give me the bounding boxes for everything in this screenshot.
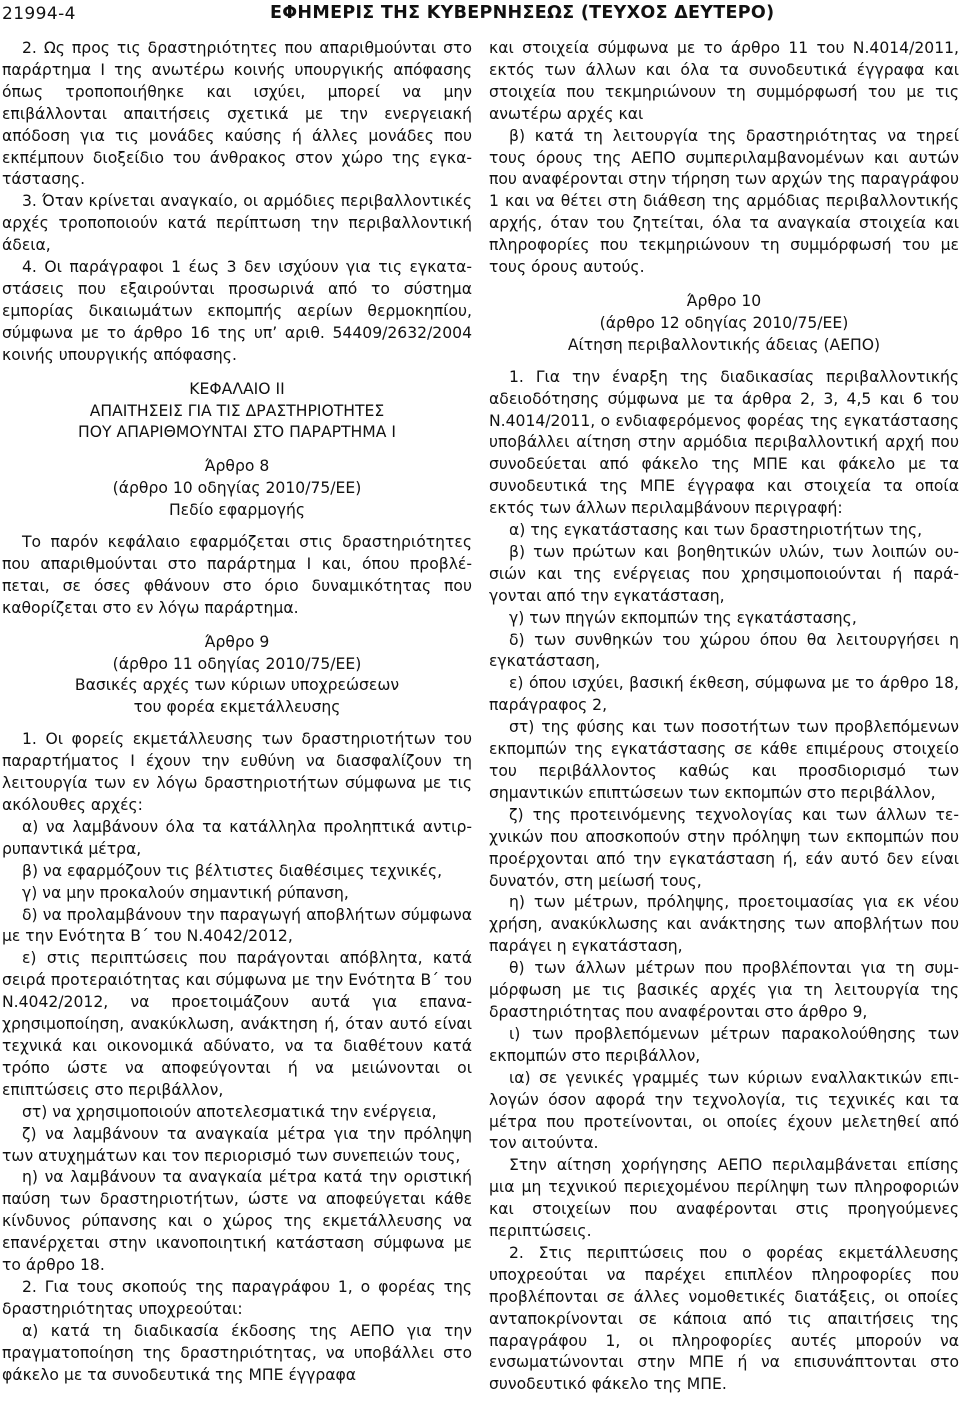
list-item: η) να λαμβάνουν τα αναγκαία μέτρα κατά την οριστική παύση των δραστηριοτήτων, ώστε να αποφεύγεται κάθε κίνδυνος ρύπανσης και ο χώρος της εκμετάλλευσης να επανέρχεται στην ικανοποιητική κατάσταση σύμφωνα με το άρθρο 18. — [2, 1168, 472, 1275]
list-item: ε) στις περιπτώσεις που παράγονται απόβλητα, κατά σειρά προτεραιότητας και σύμφωνα με την Ενότητα Β΄ του Ν.4042/2012, να προετοιμάζουν αυτά για επαναχρησιμοποίηση, ανακύκλωση, ανάκτηση ή, όταν αυτό είναι τεχνικά και οικονομικά αδύνατο, να τα διαθέτουν κατά τρόπο ώστε να αποφεύγονται ή να μειώνονται οι επιπτώσεις στο περιβάλλον, — [2, 949, 472, 1099]
list-item: β) να εφαρμόζουν τις βέλτιστες διαθέσιμες τεχνικές, — [22, 861, 443, 880]
paragraph: 2. Στις περιπτώσεις που ο φορέας εκμετάλλευσης υποχρεούται να παρέχει επιπλέον πληροφορίες που προβλέπονται σε άλλες νομοθετικές διατάξεις, οι οποίες ανταποκρίνονται σε κάποια από τις απαιτήσεις της παραγράφου 1, οι πληροφορίες αυτές μπορούν να ενσωματώνονται στην ΜΠΕ ή να επισυνάπτονται στο συνοδευτικό φάκελο της ΜΠΕ. — [489, 1243, 959, 1394]
article-title: Άρθρο 8 — [204, 457, 270, 476]
article-reference: (άρθρο 12 οδηγίας 2010/75/ΕΕ) — [599, 313, 849, 332]
article-reference: (άρθρο 10 οδηγίας 2010/75/ΕΕ) — [112, 479, 362, 498]
paragraph: Στην αίτηση χορήγησης ΑΕΠΟ περιλαμβάνεται επίσης μια μη τεχνικού περιεχομένου περίληψη των πληροφοριών και στοιχείων που αναφέρονται στις προηγούμενες περιπτώσεις. — [489, 1156, 959, 1241]
list-item: β) κατά τη λειτουργία της δραστηριότητας να τηρεί τους όρους της ΑΕΠΟ συμπεριλαμβανομένων και αυτών που αναφέρονται στην τήρηση των αρχών της παραγράφου 1 και να θέτει στη διάθεση της αρμόδιας περιβαλλοντικής αρχής, όταν του ζητείται, όλα τα αναγκαία στοιχεία και πληροφορίες που τεκμηριώνουν τη συμμόρφωσή του με τους όρους αυτούς. — [489, 126, 959, 277]
article-title: Άρθρο 9 — [204, 632, 270, 651]
article-name: του φορέα εκμετάλλευσης — [133, 698, 341, 717]
paragraph: 3. Όταν κρίνεται αναγκαίο, οι αρμόδιες περιβαλλοντικές αρχές τροποποιούν κατά περίπτωση την περιβαλλοντική άδεια, — [2, 192, 472, 255]
chapter-heading: ΚΕΦΑΛΑΙΟ ΙΙ — [189, 379, 285, 398]
paragraph: 1. Για την έναρξη της διαδικασίας περιβαλλοντικής αδειοδότησης σύμφωνα με τα άρθρα 2, 3, 4,5 και 6 του Ν.4014/2011, ο ενδιαφερόμενος φορέας της εγκατάστασης υποβάλλει αίτηση στην αρμόδια περιβαλλοντική αρχή που συνοδεύεται από φάκελο της ΜΠΕ και φάκελο με τα συνοδευτικά της ΜΠΕ έγγραφα και στοιχεία τα οποία εκτός των άλλων περιλαμβάνουν περιγραφή: — [489, 367, 959, 518]
right-column — [489, 38, 959, 1396]
list-item: θ) των άλλων μέτρων που προβλέπονται για τη συμμόρφωση με τις βασικές αρχές για τη λειτουργία της δραστηριότητας που αναφέρονται στο άρθρο 9, — [489, 959, 959, 1021]
list-item: ζ) της προτεινόμενης τεχνολογίας και των άλλων τεχνικών που αποσκοπούν στην πρόληψη των εκπομπών που προέρχονται από την εγκατάσταση ή, εάν αυτό δεν είναι δυνατόν, στη μείωσή τους, — [489, 805, 959, 890]
list-item: α) κατά τη διαδικασία έκδοσης της ΑΕΠΟ για την πραγματοποίηση της δραστηριότητας, να υποβάλλει στο φάκελο με τα συνοδευτικά της ΜΠΕ έγγραφα — [2, 1321, 472, 1384]
article-name: Πεδίο εφαρμογής — [168, 501, 306, 520]
chapter-title: ΑΠΑΙΤΗΣΕΙΣ ΓΙΑ ΤΙΣ ΔΡΑΣΤΗΡΙΟΤΗΤΕΣ — [89, 401, 385, 420]
paragraph: 2. Για τους σκοπούς της παραγράφου 1, ο φορέας της δραστηριότητας υποχρεούται: — [2, 1277, 472, 1318]
page-number: 21994-4 — [2, 4, 76, 24]
list-item: στ) να χρησιμοποιούν αποτελεσματικά την ενέργεια, — [22, 1102, 437, 1121]
paragraph: Το παρόν κεφάλαιο εφαρμόζεται στις δραστηριότητες που απαριθμούνται στο παράρτημα Ι και, όπου προβλέπεται, σε όσες φθάνουν στο όριο δυναμικότητας που καθορίζεται στο εν λόγω παράρτημα. — [2, 533, 472, 617]
list-item: ε) όπου ισχύει, βασική έκθεση, σύμφωνα με το άρθρο 18, παράγραφος 2, — [489, 674, 959, 715]
list-item: γ) των πηγών εκπομπών της εγκατάστασης, — [509, 608, 857, 627]
list-item: α) της εγκατάστασης και των δραστηριοτήτων της, — [509, 521, 923, 540]
page-header — [0, 0, 960, 40]
paragraph: 4. Οι παράγραφοι 1 έως 3 δεν ισχύουν για τις εγκαταστάσεις που εξαιρούνται προσωρινά από το σύστημα εμπορίας δικαιωμάτων εκπομπής αερίων θερμοκηπίου, σύμφωνα με το άρθρο 16 της υπ’ αριθ. 54409/2632/2004 κοινής υπουργικής απόφασης. — [2, 258, 472, 364]
list-item: β) των πρώτων και βοηθητικών υλών, των λοιπών ουσιών και της ενέργειας που χρησιμοποιούνται ή παράγονται από την εγκατάσταση, — [489, 542, 959, 605]
article-name: Βασικές αρχές των κύριων υποχρεώσεων — [74, 676, 400, 695]
paragraph: 2. Ως προς τις δραστηριότητες που απαριθμούνται στο παράρτημα Ι της ανωτέρω κοινής υπουργικής απόφασης όπως τροποποιήθηκε και ισχύει, μπορεί να μην επιβάλλονται απαιτήσεις σχετικά με την ενεργειακή απόδοση για τις μονάδες καύσης ή άλλες μονάδες που εκπέμπουν διοξείδιο του άνθρακος στον χώρο της εγκατάστασης. — [2, 39, 472, 189]
list-item: στ) της φύσης και των ποσοτήτων των προβλεπόμενων εκπομπών της εγκατάστασης σε κάθε επιμέρους στοιχείο του περιβάλλοντος καθώς και προσδιορισμό των σημαντικών επιπτώσεων των εκπομπών στο περιβάλλον, — [489, 718, 959, 802]
list-item: ι) των προβλεπόμενων μέτρων παρακολούθησης των εκπομπών στο περιβάλλον, — [489, 1024, 959, 1065]
article-title: Άρθρο 10 — [686, 291, 762, 310]
list-item: δ) να προλαμβάνουν την παραγωγή αποβλήτων σύμφωνα με την Ενότητα Β΄ του Ν.4042/2012, — [2, 905, 472, 946]
list-item: δ) των συνθηκών του χώρου όπου θα λειτουργήσει η εγκατάσταση, — [489, 630, 959, 671]
list-item: ια) σε γενικές γραμμές των κύριων εναλλακτικών επιλογών όσον αφορά την τεχνολογία, τις τεχνικές και τα μέτρα που προτείνονται, οι οποίες έχουν μελετηθεί από τον αιτούντα. — [489, 1068, 959, 1153]
paragraph: 1. Οι φορείς εκμετάλλευσης των δραστηριοτήτων του παραρτήματος Ι έχουν την ευθύνη να διασφαλίζουν τη λειτουργία των εν λόγω δραστηριοτήτων σύμφωνα με τις ακόλουθες αρχές: — [2, 730, 472, 814]
list-item: α) να λαμβάνουν όλα τα κατάλληλα προληπτικά αντιρρυπαντικά μέτρα, — [2, 817, 472, 858]
chapter-title: ΠΟΥ ΑΠΑΡΙΘΜΟΥΝΤΑΙ ΣΤΟ ΠΑΡΑΡΤΗΜΑ Ι — [78, 423, 396, 442]
left-column — [2, 38, 472, 1386]
list-item: ζ) να λαμβάνουν τα αναγκαία μέτρα για την πρόληψη των ατυχημάτων και τον περιορισμό των συνεπειών τους, — [2, 1124, 472, 1165]
article-name: Αίτηση περιβαλλοντικής άδειας (ΑΕΠΟ) — [567, 335, 881, 354]
gazette-title: ΕΦΗΜΕΡΙΣ ΤΗΣ ΚΥΒΕΡΝΗΣΕΩΣ (ΤΕΥΧΟΣ ΔΕΥΤΕΡΟ) — [270, 3, 775, 23]
paragraph: και στοιχεία σύμφωνα με το άρθρο 11 του Ν.4014/2011, εκτός των άλλων και όλα τα συνοδευτικά έγγραφα και στοιχεία που τεκμηριώνουν τη συμμόρφωσή του με τις ανωτέρω αρχές και — [489, 39, 959, 123]
article-reference: (άρθρο 11 οδηγίας 2010/75/ΕΕ) — [112, 654, 362, 673]
list-item: η) των μέτρων, πρόληψης, προετοιμασίας για εκ νέου χρήση, ανακύκλωσης και ανάκτησης των αποβλήτων που παράγει η εγκατάσταση, — [489, 893, 959, 956]
list-item: γ) να μην προκαλούν σημαντική ρύπανση, — [22, 883, 349, 902]
